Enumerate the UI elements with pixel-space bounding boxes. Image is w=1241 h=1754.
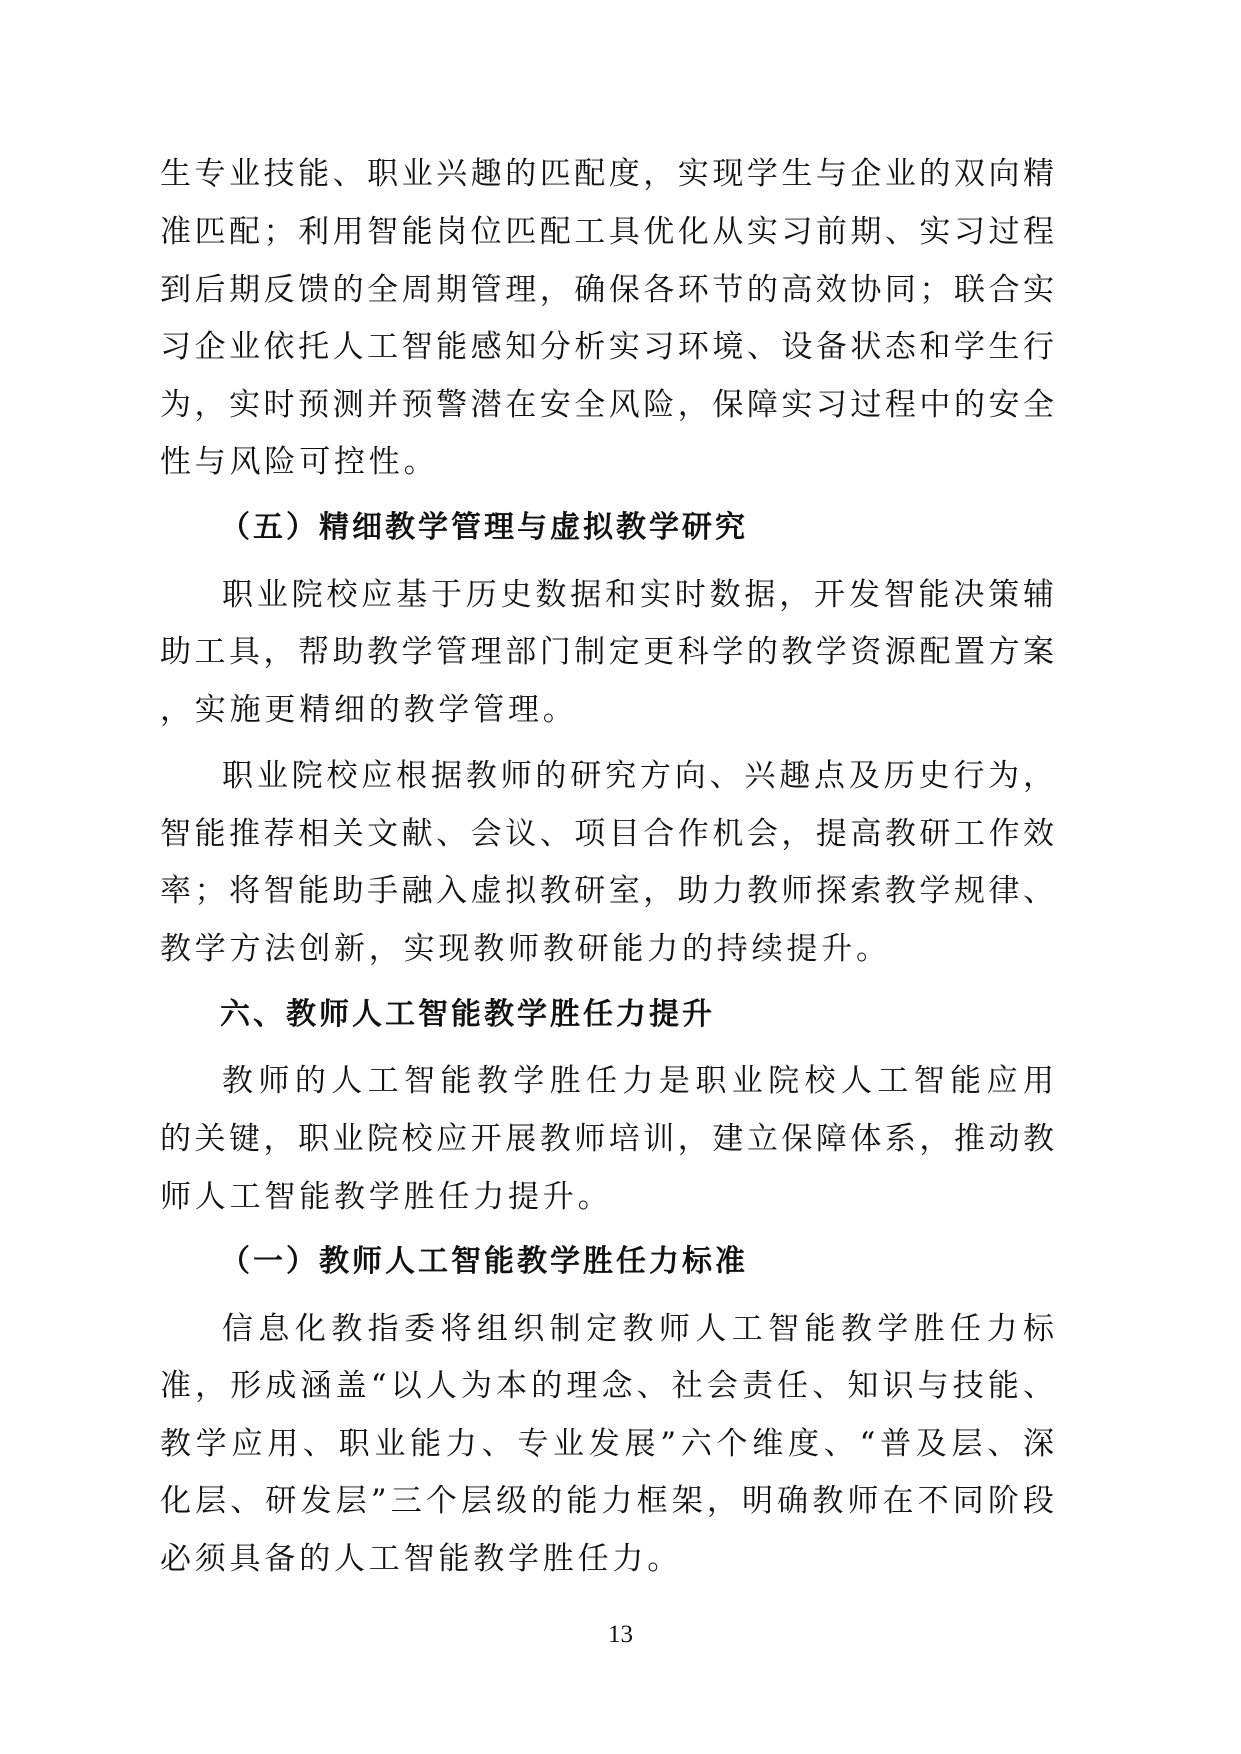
paragraph-line: 教学方法创新，实现教师教研能力的持续提升。: [160, 931, 891, 967]
paragraph-line: 职业院校应根据教师的研究方向、兴趣点及历史行为，: [222, 758, 1058, 794]
paragraph-line: 的关键，职业院校应开展教师培训，建立保障体系，推动教: [160, 1121, 1058, 1157]
paragraph-line: 生专业技能、职业兴趣的匹配度，实现学生与企业的双向精: [160, 156, 1058, 192]
paragraph-line: 习企业依托人工智能感知分析实习环境、设备状态和学生行: [160, 329, 1058, 365]
paragraph-line: 师人工智能教学胜任力提升。: [160, 1179, 613, 1215]
section-heading: （一）教师人工智能教学胜任力标准: [220, 1244, 748, 1279]
paragraph-line: 职业院校应基于历史数据和实时数据，开发智能决策辅: [222, 577, 1058, 613]
paragraph-line: 必须具备的人工智能教学胜任力。: [160, 1541, 682, 1577]
paragraph-line: 教师的人工智能教学胜任力是职业院校人工智能应用: [222, 1063, 1060, 1099]
paragraph-line: 信息化教指委将组织制定教师人工智能教学胜任力标: [222, 1311, 1060, 1347]
paragraph-line: 助工具，帮助教学管理部门制定更科学的教学资源配置方案: [160, 634, 1058, 670]
paragraph-line: ，实施更精细的教学管理。: [160, 692, 578, 728]
chapter-heading: 六、教师人工智能教学胜任力提升: [220, 997, 715, 1032]
paragraph-line: 到后期反馈的全周期管理，确保各环节的高效协同；联合实: [160, 272, 1058, 308]
paragraph-line: 为，实时预测并预警潜在安全风险，保障实习过程中的安全: [160, 387, 1058, 423]
paragraph-line: 准匹配；利用智能岗位匹配工具优化从实习前期、实习过程: [160, 214, 1058, 250]
page-number: 13: [608, 1621, 633, 1648]
paragraph-line: 率；将智能助手融入虚拟教研室，助力教师探索教学规律、: [160, 873, 1058, 909]
paragraph-line: 智能推荐相关文献、会议、项目合作机会，提高教研工作效: [160, 816, 1058, 852]
paragraph-line: 教学应用、职业能力、专业发展”六个维度、“普及层、深: [160, 1426, 1059, 1462]
paragraph-line: 性与风险可控性。: [160, 444, 439, 480]
paragraph-line: 准，形成涵盖“以人为本的理念、社会责任、知识与技能、: [160, 1368, 1059, 1404]
section-heading: （五）精细教学管理与虚拟教学研究: [220, 510, 748, 545]
paragraph-line: 化层、研发层”三个层级的能力框架，明确教师在不同阶段: [160, 1483, 1059, 1519]
